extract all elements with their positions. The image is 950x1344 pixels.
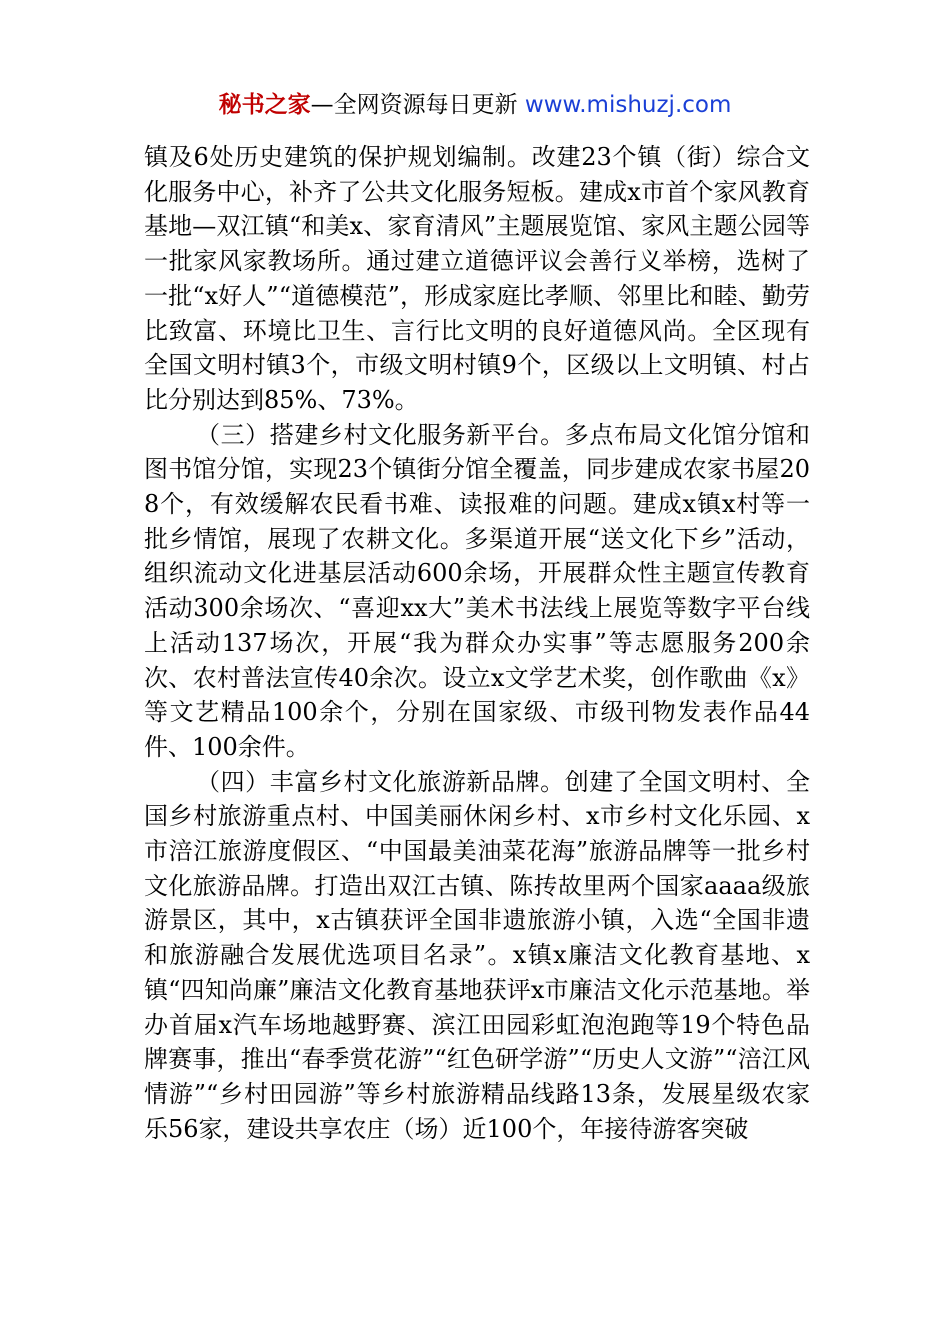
paragraph-section-four: （四）丰富乡村文化旅游新品牌。创建了全国文明村、全国乡村旅游重点村、中国美丽休闲乡村、x市乡村文化乐园、x市涪江旅游度假区、“中国最美油菜花海”旅游品牌等一批乡村文化旅游品牌。打造出双江古镇、陈抟故里两个国家aaaa级旅游景区，其中，x古镇获评全国非遗旅游小镇，入选“全国非遗和旅游融合发展优选项目名录”。x镇x廉洁文化教育基地、x镇“四知尚廉”廉洁文化教育基地获评x市廉洁文化示范基地。举办首届x汽车场地越野赛、滨江田园彩虹泡泡跑等19个特色品牌赛事，推出“春季赏花游”“红色研学游”“历史人文游”“涪江风情游”“乡村田园游”等乡村旅游精品线路13条，发展星级农家乐56家，建设共享农庄（场）近100个，年接待游客突破 [144,767,810,1143]
paragraph-continuation: 镇及6处历史建筑的保护规划编制。改建23个镇（街）综合文化服务中心，补齐了公共文化服务短板。建成x市首个家风教育基地—双江镇“和美x、家育清风”主题展览馆、家风主题公园等一批家风家教场所。通过建立道德评议会善行义举榜，选树了一批“x好人”“道德模范”，形成家庭比孝顺、邻里比和睦、勤劳比致富、环境比卫生、言行比文明的良好道德风尚。全区现有全国文明村镇3个，市级文明村镇9个，区级以上文明镇、村占比分别达到85%、73%。 [144,143,810,414]
site-header [0,88,950,122]
site-link[interactable]: www.mishuzj.com [524,92,732,118]
header-tagline: —全网资源每日更新 [310,92,525,118]
paragraph-section-three: （三）搭建乡村文化服务新平台。多点布局文化馆分馆和图书馆分馆，实现23个镇街分馆全覆盖，同步建成农家书屋208个，有效缓解农民看书难、读报难的问题。建成x镇x村等一批乡情馆，展现了农耕文化。多渠道开展“送文化下乡”活动，组织流动文化进基层活动600余场，开展群众性主题宣传教育活动300余场次、“喜迎xx大”美术书法线上展览等数字平台线上活动137场次，开展“我为群众办实事”等志愿服务200余次、农村普法宣传40余次。设立x文学艺术奖，创作歌曲《x》等文艺精品100余个，分别在国家级、市级刊物发表作品44件、100余件。 [144,420,810,761]
document-body [144,140,810,1146]
brand-name: 秘书之家 [218,92,311,118]
